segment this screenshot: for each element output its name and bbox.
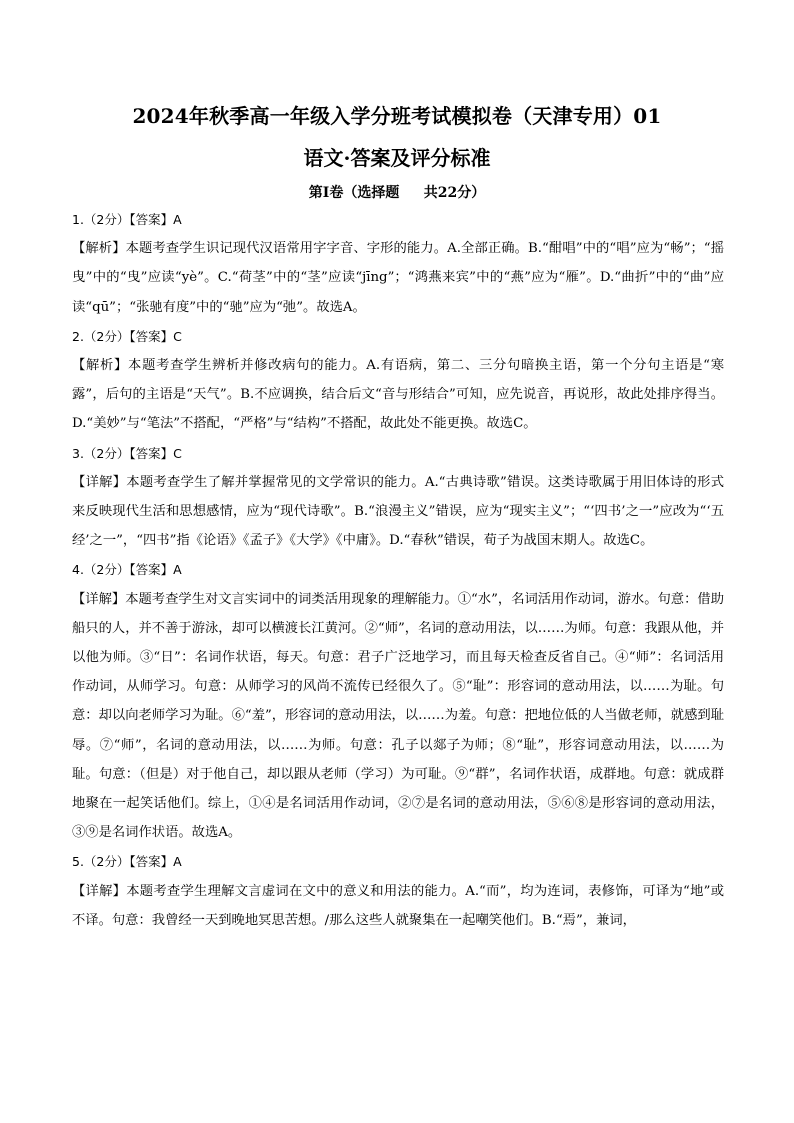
answer-item	[72, 322, 724, 439]
question-explanation: 【详解】本题考查学生对文言实词中的词类活用现象的理解能力。①“水”，名词活用作动词，游水。句意：借助船只的人，并不善于游泳，却可以横渡长江黄河。②“师”，名词的意动用法，以……为师。句意：我跟从他，并以他为师。③“日”：名词作状语，每天。句意：君子广泛地学习，而且每天检查反省自己。④“师”：名词活用作动词，从师学习。句意：从师学习的风尚不流传已经很久了。⑤“耻”：形容词的意动用法，以……为耻。句意：却以向老师学习为耻。⑥“羞”，形容词的意动用法，以……为羞。句意：把地位低的人当做老师，就感到耻辱。⑦“师”，名词的意动用法，以……为师。句意：孔子以郯子为师；⑧“耻”，形容词意动用法，以……为耻。句意：（但是）对于他自己，却以跟从老师（学习）为可耻。⑨“群”，名词作状语，成群地。句意：就成群地聚在一起笑话他们。综上，①④是名词活用作动词，②⑦是名词的意动用法，⑤⑥⑧是形容词的意动用法，③⑨是名词作状语。故选A。	[72, 591, 724, 841]
answer-item	[72, 439, 724, 556]
question-explanation: 【详解】本题考查学生了解并掌握常见的文学常识的能力。A.“古典诗歌”错误。这类诗歌属于用旧体诗的形式来反映现代生活和思想感情，应为“现代诗歌”。B.“浪漫主义”错误，应为“现实主义”；“‘四书’之一”应改为“‘五经’之一”，“四书”指《论语》《孟子》《大学》《中庸》。D.“春秋”错误，荀子为战国末期人。故选C。	[72, 474, 724, 549]
question-header: 2.（2分）【答案】C	[72, 328, 182, 344]
section-heading: 第Ⅰ卷（选择题 共22分）	[308, 185, 486, 201]
answer-item	[72, 205, 724, 322]
question-header: 3.（2分）【答案】C	[72, 445, 182, 461]
question-explanation: 【解析】本题考查学生辨析并修改病句的能力。A.有语病，第二、三分句暗换主语，第一个分句主语是“寒露”，后句的主语是“天气”。B.不应调换，结合后文“音与形结合”可知，应先说音，再说形，故此处排序得当。D.“美妙”与“笔法”不搭配，“严格”与“结构”不搭配，故此处不能更换。故选C。	[72, 358, 724, 432]
question-explanation: 【详解】本题考查学生理解文言虚词在文中的意义和用法的能力。A.“而”，均为连词，表修饰，可译为“地”或不译。句意：我曾经一天到晚地冥思苦想。/那么这些人就聚集在一起嘲笑他们。B.“焉”，兼词，	[72, 883, 724, 928]
document-title: 2024年秋季高一年级入学分班考试模拟卷（天津专用）01	[132, 104, 662, 128]
document-subtitle: 语文·答案及评分标准	[303, 146, 491, 170]
answer-item	[72, 847, 724, 935]
question-explanation: 【解析】本题考查学生识记现代汉语常用字字音、字形的能力。A.全部正确。B.“酣唱”中的“唱”应为“畅”；“摇曳”中的“曳”应读“yè”。C.“荷茎”中的“茎”应读“jīng”；“鸿燕来宾”中的“燕”应为“雁”。D.“曲折”中的“曲”应读“qū”；“张驰有度”中的“驰”应为“弛”。故选A。	[72, 241, 724, 315]
question-header: 4.（2分）【答案】A	[72, 562, 182, 578]
question-header: 1.（2分）【答案】A	[72, 212, 182, 227]
answer-body	[72, 205, 724, 935]
answer-item	[72, 555, 724, 847]
question-header: 5.（2分）【答案】A	[72, 854, 182, 870]
